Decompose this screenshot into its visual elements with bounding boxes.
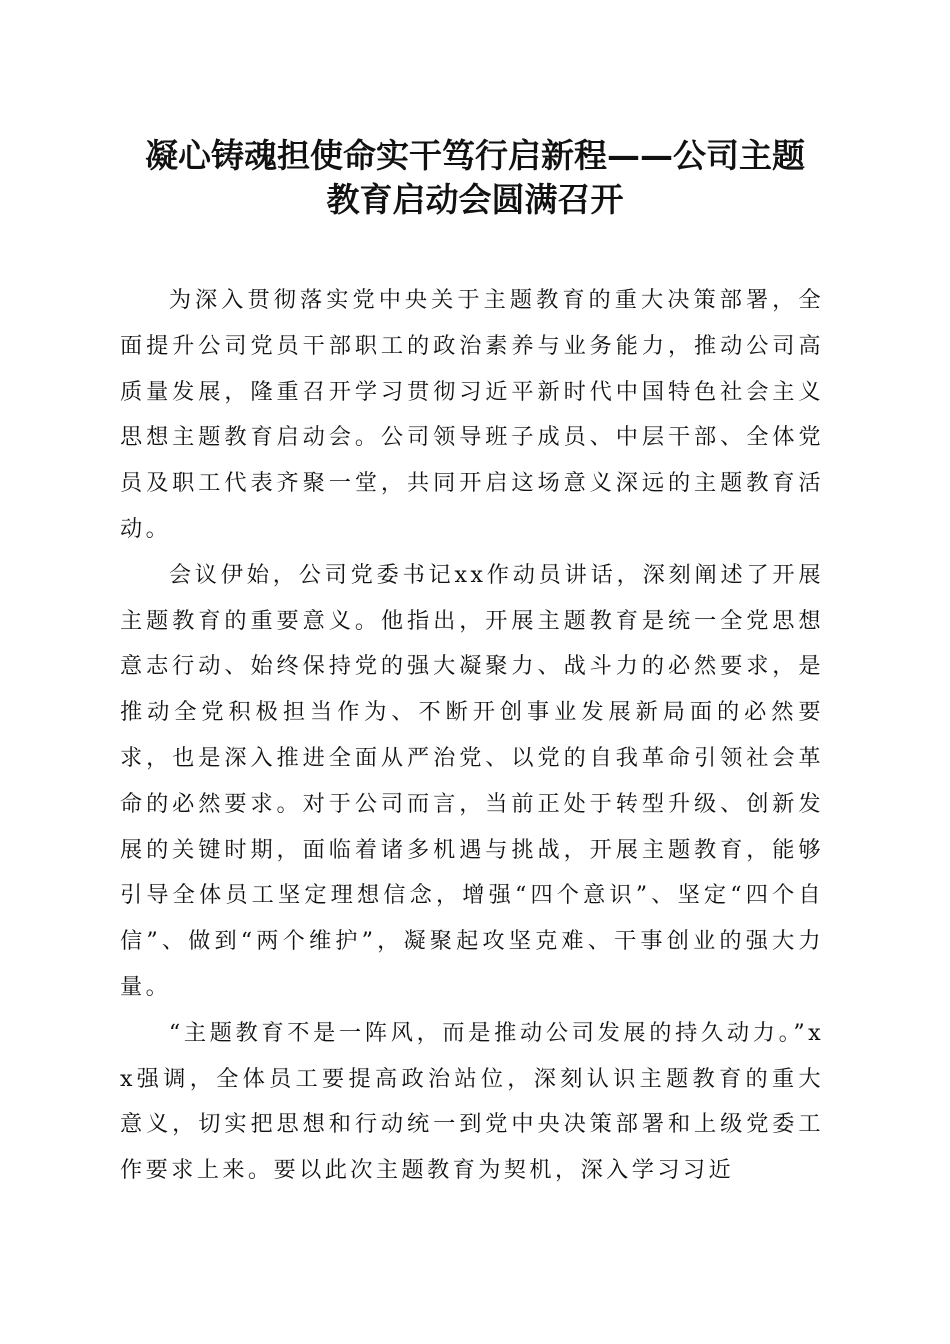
paragraph-3: “主题教育不是一阵风，而是推动公司发展的持久动力。”xx强调，全体员工要提高政治站位，深刻认识主题教育的重大意义，切实把思想和行动统一到党中央决策部署和上级党委工作要求上来。要以此次主题教育为契机，深入学习习近 [120,1019,824,1184]
document-title [110,134,840,222]
paragraph-1: 为深入贯彻落实党中央关于主题教育的重大决策部署，全面提升公司党员干部职工的政治素养与业务能力，推动公司高质量发展，隆重召开学习贯彻习近平新时代中国特色社会主义思想主题教育启动会。公司领导班子成员、中层干部、全体党员及职工代表齐聚一堂，共同开启这场意义深远的主题教育活动。 [120,287,824,542]
document-body [120,278,824,1194]
title-line-1: 凝心铸魂担使命实干笃行启新程——公司主题 [145,136,805,175]
title-line-2: 教育启动会圆满召开 [326,180,624,219]
paragraph-2: 会议伊始，公司党委书记xx作动员讲话，深刻阐述了开展主题教育的重要意义。他指出，开展主题教育是统一全党思想意志行动、始终保持党的强大凝聚力、战斗力的必然要求，是推动全党积极担当作为、不断开创事业发展新局面的必然要求，也是深入推进全面从严治党、以党的自我革命引领社会革命的必然要求。对于公司而言，当前正处于转型升级、创新发展的关键时期，面临着诸多机遇与挑战，开展主题教育，能够引导全体员工坚定理想信念，增强“四个意识”、坚定“四个自信”、做到“两个维护”，凝聚起攻坚克难、干事创业的强大力量。 [120,561,824,1000]
